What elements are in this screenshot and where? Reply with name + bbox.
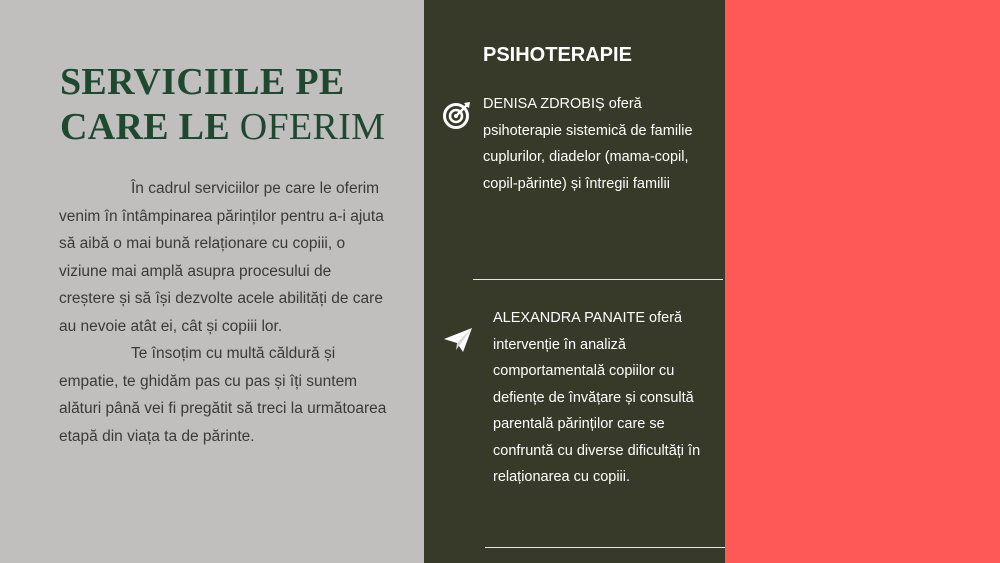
target-icon [442,100,472,130]
right-panel [725,0,1000,563]
slide-body [59,175,389,450]
divider [485,547,725,548]
body-paragraph: Te însoțim cu multă căldură și empatie, te ghidăm pas cu pas și îți suntem alături până vei fi pregătit să treci la următoarea etapă din viața ta de părinte. [59,345,387,445]
body-paragraph: În cadrul serviciilor pe care le oferim venim în întâmpinarea părinților pentru a-i ajuta să aibă o mai bună relaționare cu copiii, o viziune mai amplă asupra procesului de creștere și să își dezvolte acele abilități de care au nevoie atât ei, cât și copiii lor. [59,180,384,335]
service-item-alexandra: ALEXANDRA PANAITE oferă intervenție în analiză comportamentală copiilor cu defiențe de învățare și consultă parentală părinților care se confruntă cu diverse dificultăți în relaționarea cu copiii. [493,310,701,485]
service-item-denisa: DENISA ZDROBIȘ oferă psihoterapie sistemică de familie cuplurilor, diadelor (mama-copil, copil-părinte) și întregii familii [483,96,693,192]
paper-plane-icon [443,325,473,355]
slide-title-light: OFERIM [239,106,386,148]
services-heading: PSIHOTERAPIE [483,44,632,66]
slide-title [60,60,410,150]
slide-title-bold: SERVICIILE PE CARE LE [60,61,345,148]
divider [473,279,723,280]
